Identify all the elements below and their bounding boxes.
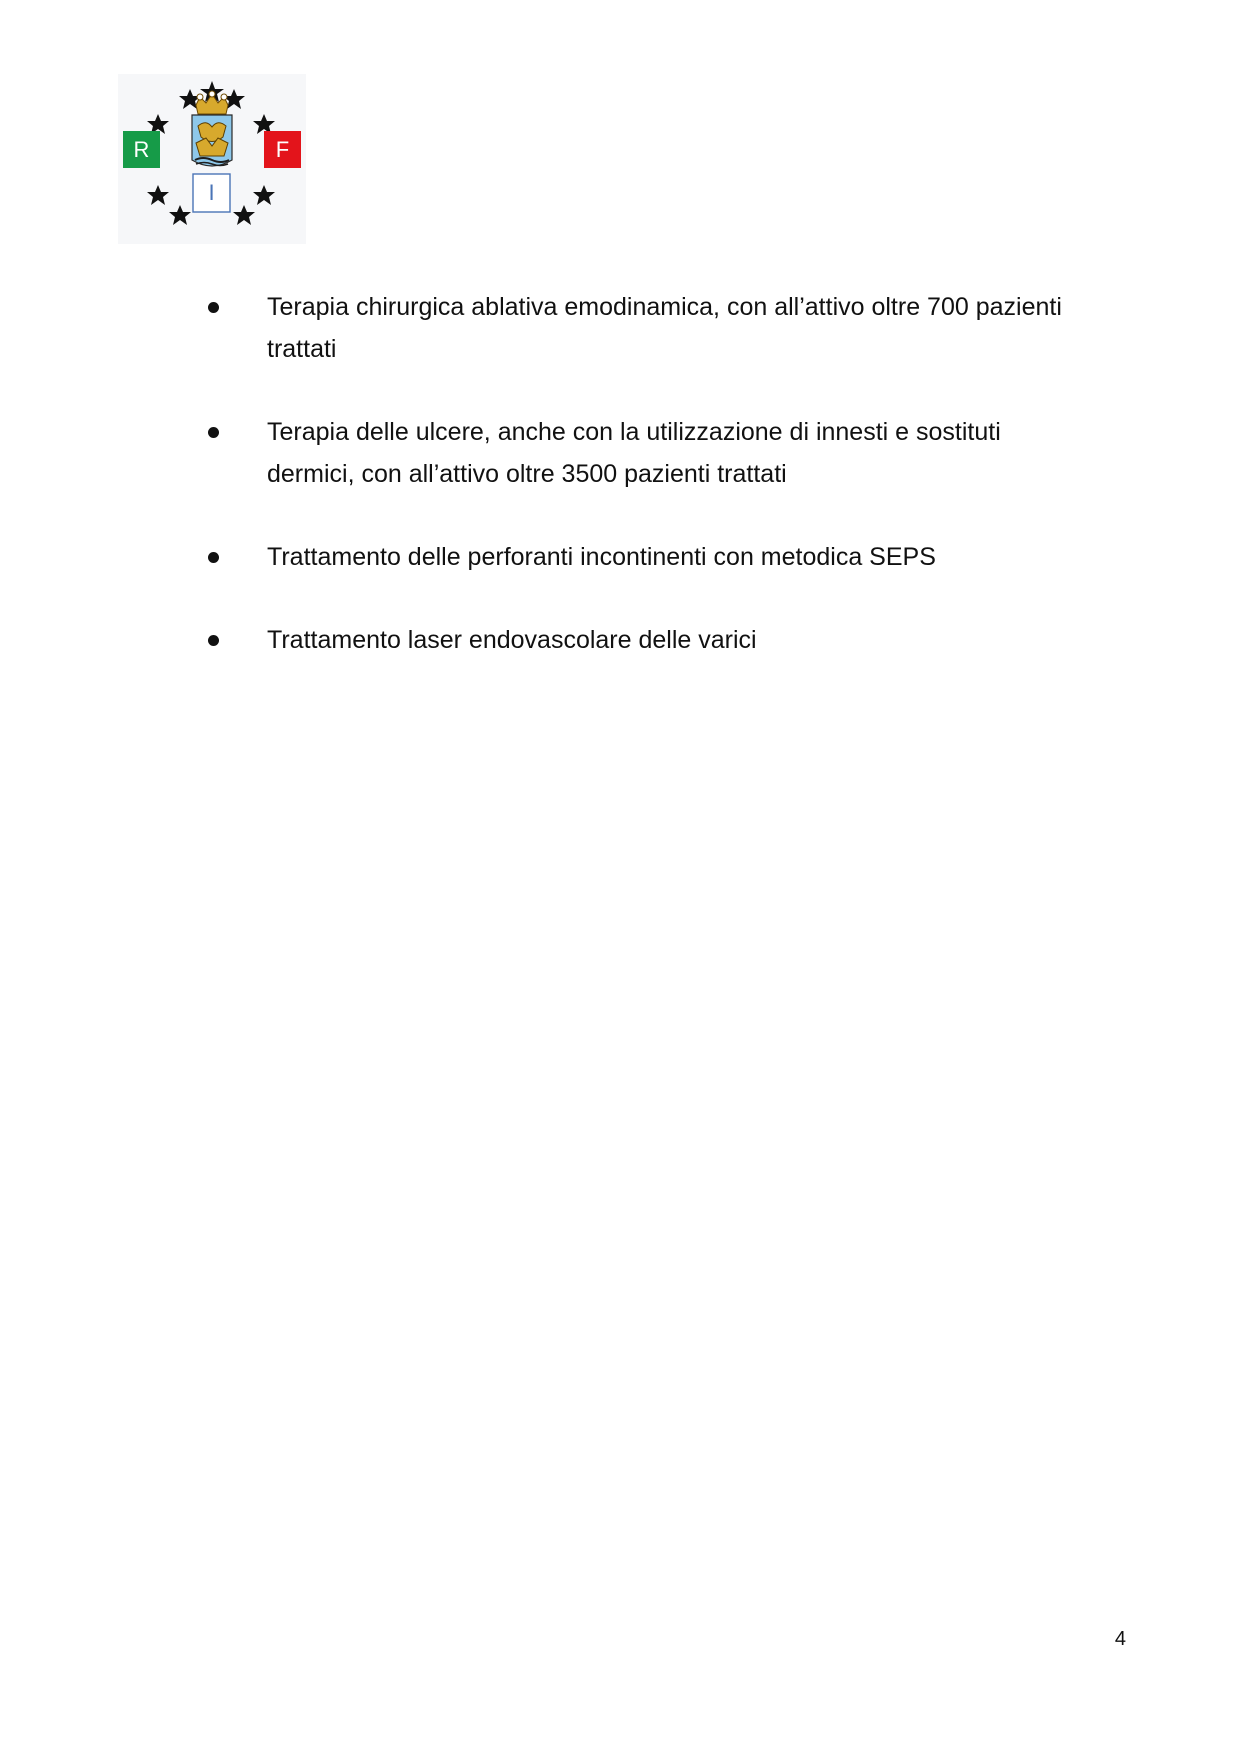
logo-letter-r: [123, 131, 160, 168]
logo-letter-f-text: F: [275, 137, 290, 162]
star-icon: [233, 205, 255, 225]
star-icon: [147, 185, 169, 205]
bullet-dot-icon: [208, 302, 219, 313]
organization-logo: [118, 74, 306, 244]
bullet-text: Terapia chirurgica ablativa emodinamica, con all’attivo oltre 700 pazienti trattati: [267, 293, 1062, 363]
coat-of-arms-icon: [192, 115, 232, 166]
logo-letter-i: [193, 174, 230, 212]
bullet-text: Terapia delle ulcere, anche con la utilizzazione di innesti e sostituti dermici, con all’attivo oltre 3500 pazienti trattati: [267, 418, 1001, 488]
service-bullet-list: [200, 286, 1080, 702]
bullet-dot-icon: [208, 635, 219, 646]
page-number: 4: [1114, 1628, 1126, 1650]
bullet-item: [200, 286, 1080, 370]
bullet-text: Trattamento delle perforanti incontinenti con metodica SEPS: [267, 543, 936, 571]
logo-letter-f: [264, 131, 301, 168]
bullet-dot-icon: [208, 552, 219, 563]
star-icon: [253, 185, 275, 205]
bullet-dot-icon: [208, 427, 219, 438]
bullet-item: [200, 411, 1080, 495]
logo-letter-i-text: I: [208, 180, 215, 205]
crown-icon: [196, 91, 228, 114]
logo-letter-r-text: R: [133, 137, 150, 162]
bullet-text: Trattamento laser endovascolare delle varici: [267, 626, 757, 654]
bullet-item: [200, 536, 1080, 578]
bullet-item: [200, 619, 1080, 661]
logo-emblem: [118, 74, 306, 244]
star-icon: [169, 205, 191, 225]
